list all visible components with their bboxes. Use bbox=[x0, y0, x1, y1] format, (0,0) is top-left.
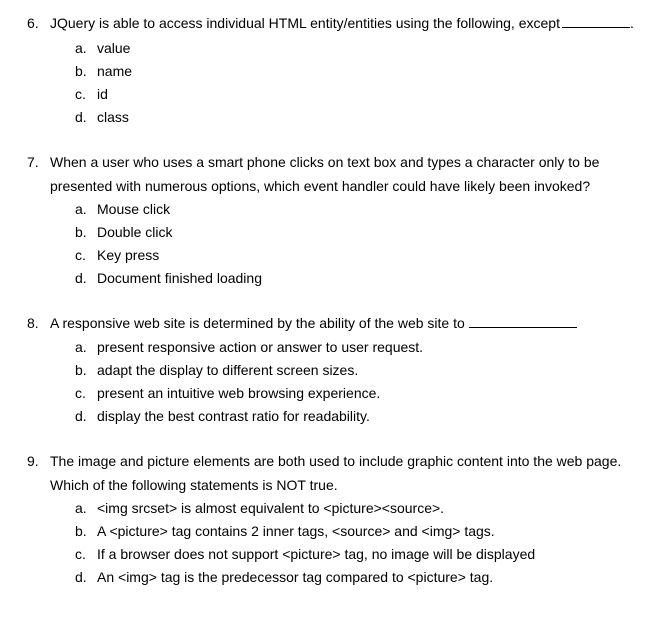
option: a. present responsive action or answer to user request. bbox=[75, 339, 424, 355]
option: b. adapt the display to different screen sizes. bbox=[75, 362, 359, 378]
question-text: When a user who uses a smart phone clicks on text box and types a character only to be bbox=[50, 154, 600, 170]
option: c. id bbox=[75, 86, 108, 102]
option: b. Double click bbox=[75, 224, 173, 240]
option: d. display the best contrast ratio for readability. bbox=[75, 408, 370, 424]
option: d. class bbox=[75, 109, 129, 125]
question-number: 6. bbox=[27, 15, 39, 31]
option: c. If a browser does not support <picture> tag, no image will be displayed bbox=[75, 546, 536, 562]
question-number: 7. bbox=[27, 154, 39, 170]
question-text: A responsive web site is determined by the ability of the web site to bbox=[50, 314, 577, 332]
option: c. present an intuitive web browsing experience. bbox=[75, 385, 381, 401]
question-text: presented with numerous options, which event handler could have likely been invoked? bbox=[50, 178, 591, 194]
option: b. A <picture> tag contains 2 inner tags, <source> and <img> tags. bbox=[75, 523, 495, 539]
option: b. name bbox=[75, 63, 133, 79]
question-number: 9. bbox=[27, 453, 39, 469]
option: c. Key press bbox=[75, 247, 160, 263]
option: d. An <img> tag is the predecessor tag compared to <picture> tag. bbox=[75, 569, 494, 585]
option: a. Mouse click bbox=[75, 201, 171, 217]
answer-blank bbox=[469, 315, 577, 328]
option: a. <img srcset> is almost equivalent to <picture><source>. bbox=[75, 500, 445, 516]
option: d. Document finished loading bbox=[75, 270, 262, 286]
option: a. value bbox=[75, 40, 131, 56]
question-number: 8. bbox=[27, 315, 39, 331]
answer-blank bbox=[562, 15, 630, 28]
question-text: Which of the following statements is NOT true. bbox=[50, 477, 338, 493]
question-text: The image and picture elements are both used to include graphic content into the web page. bbox=[50, 453, 622, 469]
question-text: JQuery is able to access individual HTML entity/entities using the following, except . bbox=[50, 15, 634, 31]
